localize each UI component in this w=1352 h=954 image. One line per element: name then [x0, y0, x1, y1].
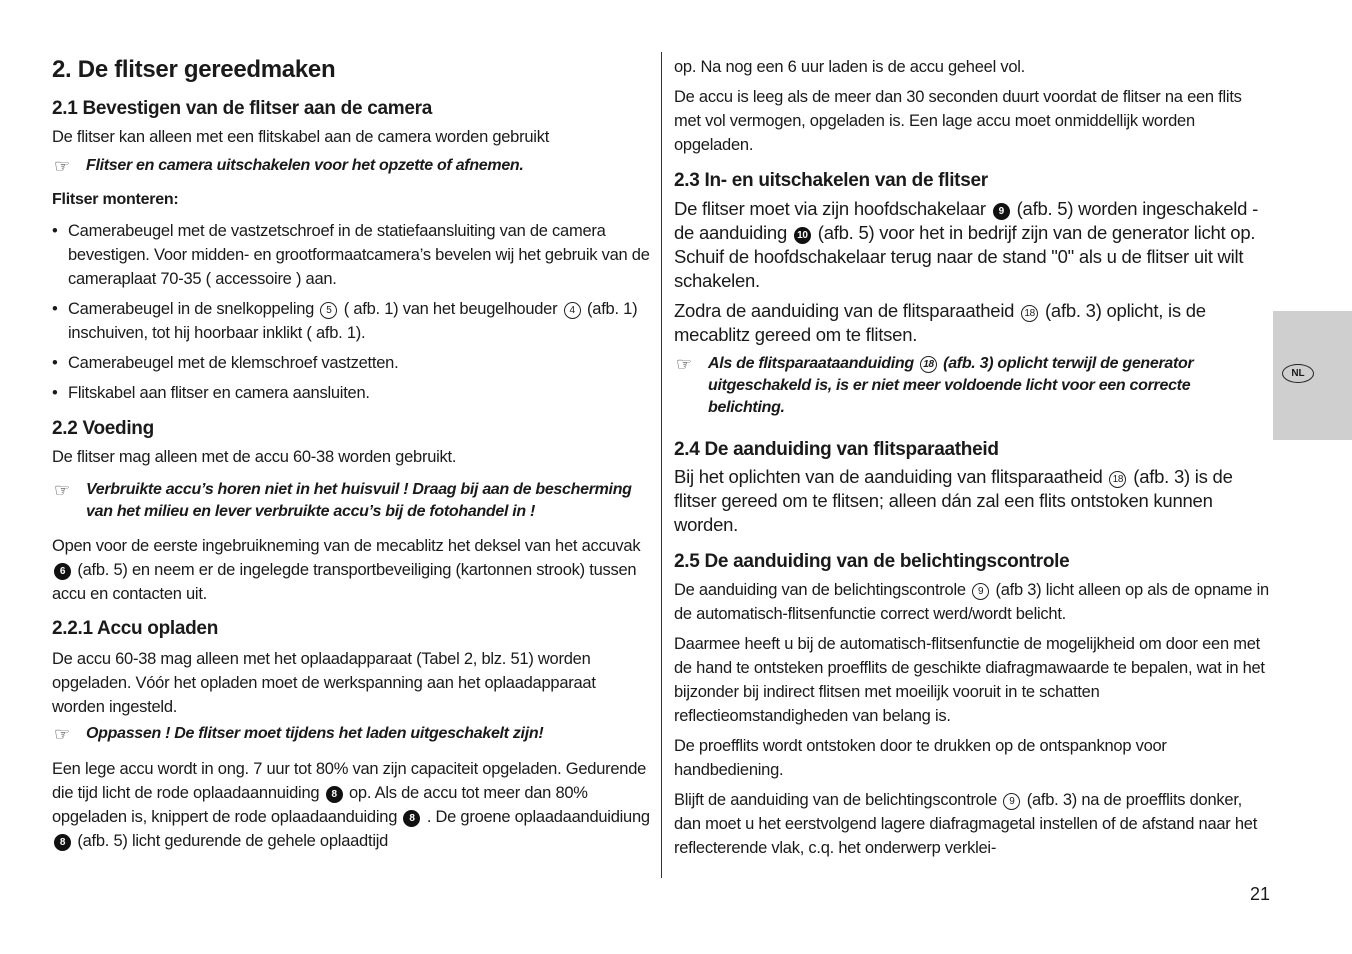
pointing-hand-icon: ☞ [54, 156, 70, 176]
section-2-2-intro: De flitser mag alleen met de accu 60-38 worden gebruikt. [52, 448, 457, 466]
section-heading-2-5: 2.5 De aanduiding van de belichtingscontrole [674, 551, 1070, 572]
list-item: • Flitskabel aan flitser en camera aansluiten. [52, 381, 652, 405]
section-2-5-paragraph-3: De proefflits wordt ontstoken door te drukken op de ontspanknop voor handbediening. [674, 737, 1167, 779]
note-2-2: ☞ Verbruikte accu’s horen niet in het huisvuil ! Draag bij aan de bescherming van het milieu en lever verbruikte accu’s bij de fotohandel in ! [54, 480, 632, 520]
section-heading-2-3: 2.3 In- en uitschakelen van de flitser [674, 170, 988, 191]
callout-ref: 8 [54, 834, 71, 851]
continued-paragraph-1: op. Na nog een 6 uur laden is de accu geheel vol. [674, 58, 1026, 76]
callout-ref: 6 [54, 563, 71, 580]
section-heading-2-1: 2.1 Bevestigen van de flitser aan de camera [52, 98, 432, 119]
language-badge: NL [1282, 364, 1314, 383]
column-divider [661, 52, 662, 878]
page-number: 21 [1249, 884, 1270, 904]
section-heading-2-2: 2.2 Voeding [52, 418, 154, 439]
section-2-2-1-paragraph-2: Een lege accu wordt in ong. 7 uur tot 80% van zijn capaciteit opgeladen. Gedurende die tijd licht de rode oplaadaannuiding 8 op. Als de accu tot meer dan 80% opgeladen is, knippert de rode oplaadaanduiding 8 . De groene oplaadaanduidiung 8 (afb. 5) licht gedurende de gehele oplaadtijd [52, 760, 650, 850]
callout-ref: 5 [320, 302, 337, 319]
callout-ref: 18 [1109, 471, 1126, 488]
language-side-tab [1273, 311, 1352, 440]
callout-ref: 8 [326, 786, 343, 803]
list-item: • Camerabeugel in de snelkoppeling 5 ( afb. 1) van het beugelhouder 4 (afb. 1) inschuiven, tot hij hoorbaar inklikt ( afb. 1). [52, 297, 652, 345]
callout-ref: 18 [1021, 305, 1038, 322]
callout-ref: 8 [403, 810, 420, 827]
list-item: • Camerabeugel met de klemschroef vastzetten. [52, 351, 652, 375]
continued-paragraph-2: De accu is leeg als de meer dan 30 seconden duurt voordat de flitser na een flits met vol vermogen, opgeladen is. Een lage accu moet onmiddellijk worden opgeladen. [674, 88, 1242, 154]
section-2-2-paragraph: Open voor de eerste ingebruikneming van de mecablitz het deksel van het accuvak 6 (afb. 5) en neem er de ingelegde transportbeveiliging (kartonnen strook) tussen accu en contacten uit. [52, 537, 641, 603]
callout-ref: 18 [920, 356, 937, 373]
callout-ref: 9 [1003, 793, 1020, 810]
section-heading-2-4: 2.4 De aanduiding van flitsparaatheid [674, 439, 999, 460]
pointing-hand-icon: ☞ [54, 724, 70, 744]
callout-ref: 10 [794, 227, 811, 244]
section-2-5-paragraph-1: De aanduiding van de belichtingscontrole 9 (afb 3) licht alleen op als de opname in de automatisch-flitsenfunctie correct werd/wordt belicht. [674, 581, 1269, 623]
section-2-1-intro: De flitser kan alleen met een flitskabel aan de camera worden gebruikt [52, 128, 550, 146]
section-2-2-1-paragraph-1: De accu 60-38 mag alleen met het oplaadapparaat (Tabel 2, blz. 51) worden opgeladen. Vóór het opladen moet de werkspanning aan het oplaadapparaat worden ingesteld. [52, 650, 596, 716]
pointing-hand-icon: ☞ [676, 354, 692, 374]
callout-ref: 9 [972, 583, 989, 600]
section-heading-2-2-1: 2.2.1 Accu opladen [52, 618, 219, 639]
chapter-title: 2. De flitser gereedmaken [52, 56, 336, 83]
callout-ref: 4 [564, 302, 581, 319]
mount-steps-list [52, 219, 652, 405]
section-2-4-paragraph: Bij het oplichten van de aanduiding van flitsparaatheid 18 (afb. 3) is de flitser gereed om te flitsen; alleen dán zal een flits ontstoken kunnen worden. [674, 466, 1233, 535]
note-2-1: ☞ Flitser en camera uitschakelen voor het opzette of afnemen. [54, 156, 524, 176]
section-2-5-paragraph-2: Daarmee heeft u bij de automatisch-flitsenfunctie de mogelijkheid om door een met de hand te ontsteken proefflits de geschikte diafragmawaarde te bepalen, wat in het bijzonder bij indirect flitsen met moeilijk vooruit in te schatten reflectieomstandigheden van belang is. [674, 635, 1265, 725]
pointing-hand-icon: ☞ [54, 480, 70, 500]
section-2-5-paragraph-4: Blijft de aanduiding van de belichtingscontrole 9 (afb. 3) na de proefflits donker, dan moet u het eerstvolgend lagere diafragmagetal instellen of de afstand naar het reflecterende vlak, c.q. het onderwerp verklei- [674, 791, 1258, 857]
mount-subheading: Flitser monteren: [52, 191, 179, 208]
list-item: • Camerabeugel met de vastzetschroef in de statiefaansluiting van de camera bevestigen. Voor midden- en grootformaatcamera’s bevelen wij het gebruik van de cameraplaat 70-35 ( accessoire ) aan. [52, 219, 652, 291]
note-2-3: ☞ Als de flitsparaataanduiding 18 (afb. 3) oplicht terwijl de generator uitgeschakeld is, is er niet meer voldoende licht voor een correcte belichting. [676, 354, 1194, 416]
section-2-3-paragraph-2: Zodra de aanduiding van de flitsparaatheid 18 (afb. 3) oplicht, is de mecablitz gereed om te flitsen. [674, 300, 1206, 345]
note-2-2-1: ☞ Oppassen ! De flitser moet tijdens het laden uitgeschakelt zijn! [54, 724, 544, 744]
section-2-3-paragraph-1: De flitser moet via zijn hoofdschakelaar 9 (afb. 5) worden ingeschakeld - de aanduiding 10 (afb. 5) voor het in bedrijf zijn van de generator licht op. Schuif de hoofdschakelaar terug naar de stand "0" als u de flitser uit wilt schakelen. [674, 198, 1258, 291]
callout-ref: 9 [993, 203, 1010, 220]
